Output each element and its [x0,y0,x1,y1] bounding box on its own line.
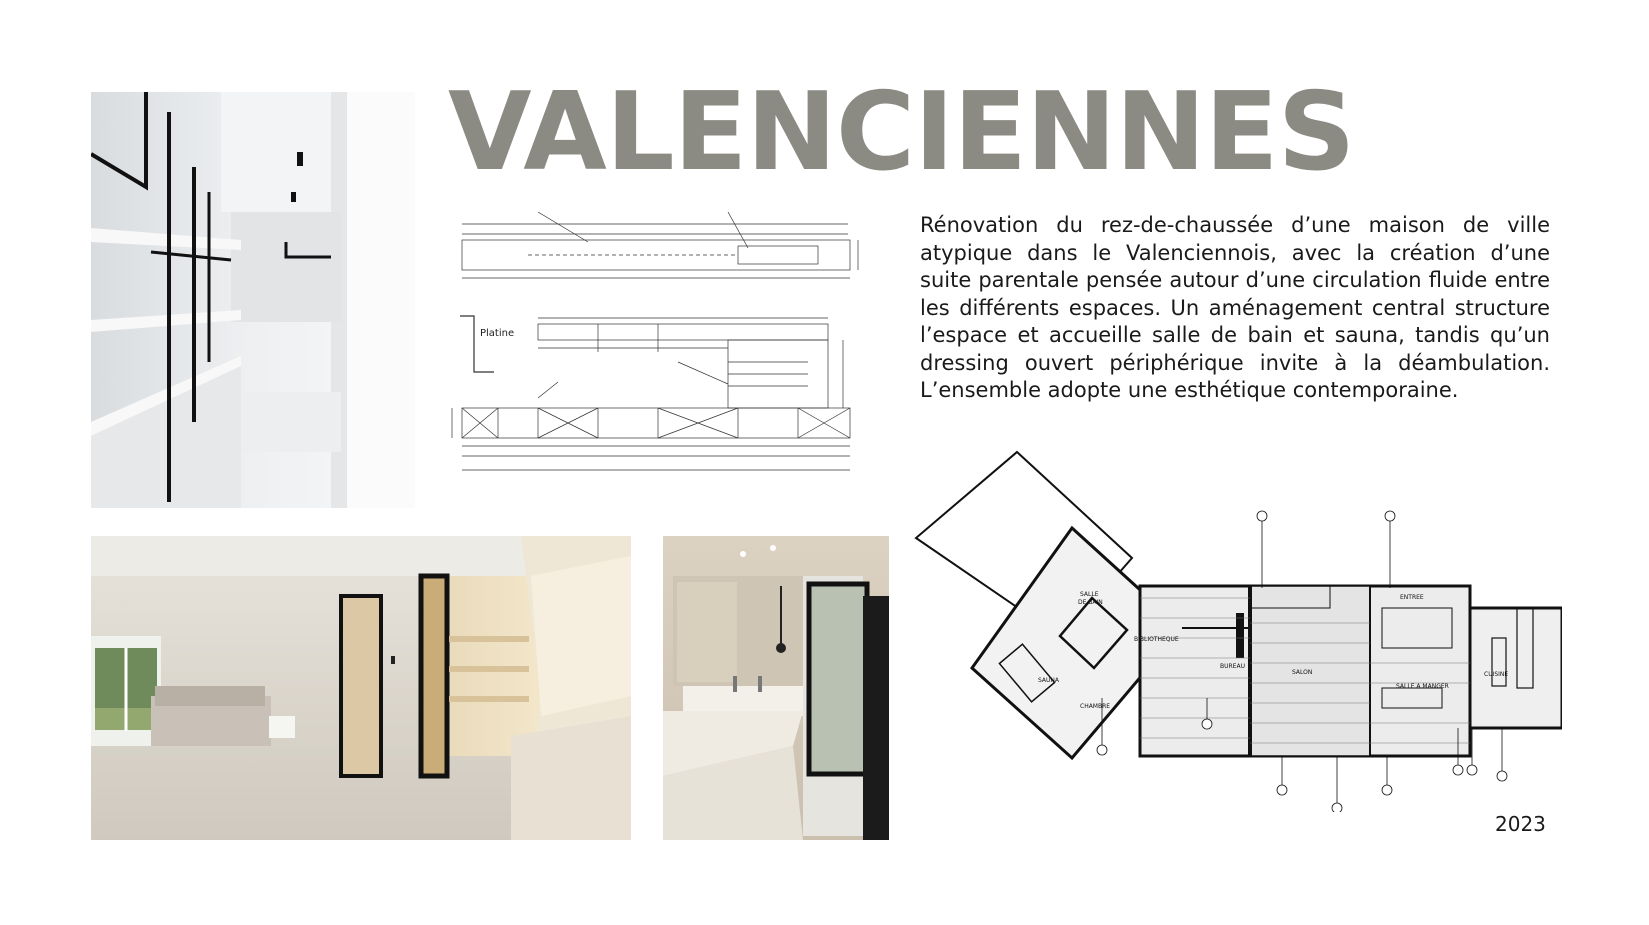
plan-room-salle-a-manger: SALLE A MANGER [1396,683,1449,690]
photo-bathroom-vanity [663,536,889,840]
plan-room-cuisine: CUISINE [1484,671,1509,678]
plan-room-entree: ENTREE [1400,594,1424,601]
photo-bedroom-suite [91,536,631,840]
plan-room-salle-de-bain-2: DE BAIN [1078,599,1103,606]
plan-room-salon: SALON [1292,669,1313,676]
technical-drawing [448,212,872,488]
plan-room-bibliotheque: BIBLIOTHEQUE [1134,636,1179,643]
drawing-label-platine: Platine [480,328,515,339]
plan-room-chambre: CHAMBRE [1080,703,1111,710]
plan-room-salle-de-bain-1: SALLE [1080,591,1099,598]
plan-room-sauna: SAUNA [1038,677,1060,684]
page-title: VALENCIENNES [448,70,1355,195]
plan-room-bureau: BUREAU [1220,663,1245,670]
project-year: 2023 [1495,812,1546,836]
floor-plan [912,448,1562,812]
photo-shelving-corridor [91,92,415,508]
project-description: Rénovation du rez-de-chaussée d’une maison de ville atypique dans le Valenciennois, avec la création d’une suite parentale pensée autour d’une circulation fluide entre les différents espaces. Un aménagement central structure l’espace et accueille salle de bain et sauna, tandis qu’un dressing ouvert périphérique invite à la déambulation. L’ensemble adopte une esthétique contemporaine. [920,213,1550,402]
